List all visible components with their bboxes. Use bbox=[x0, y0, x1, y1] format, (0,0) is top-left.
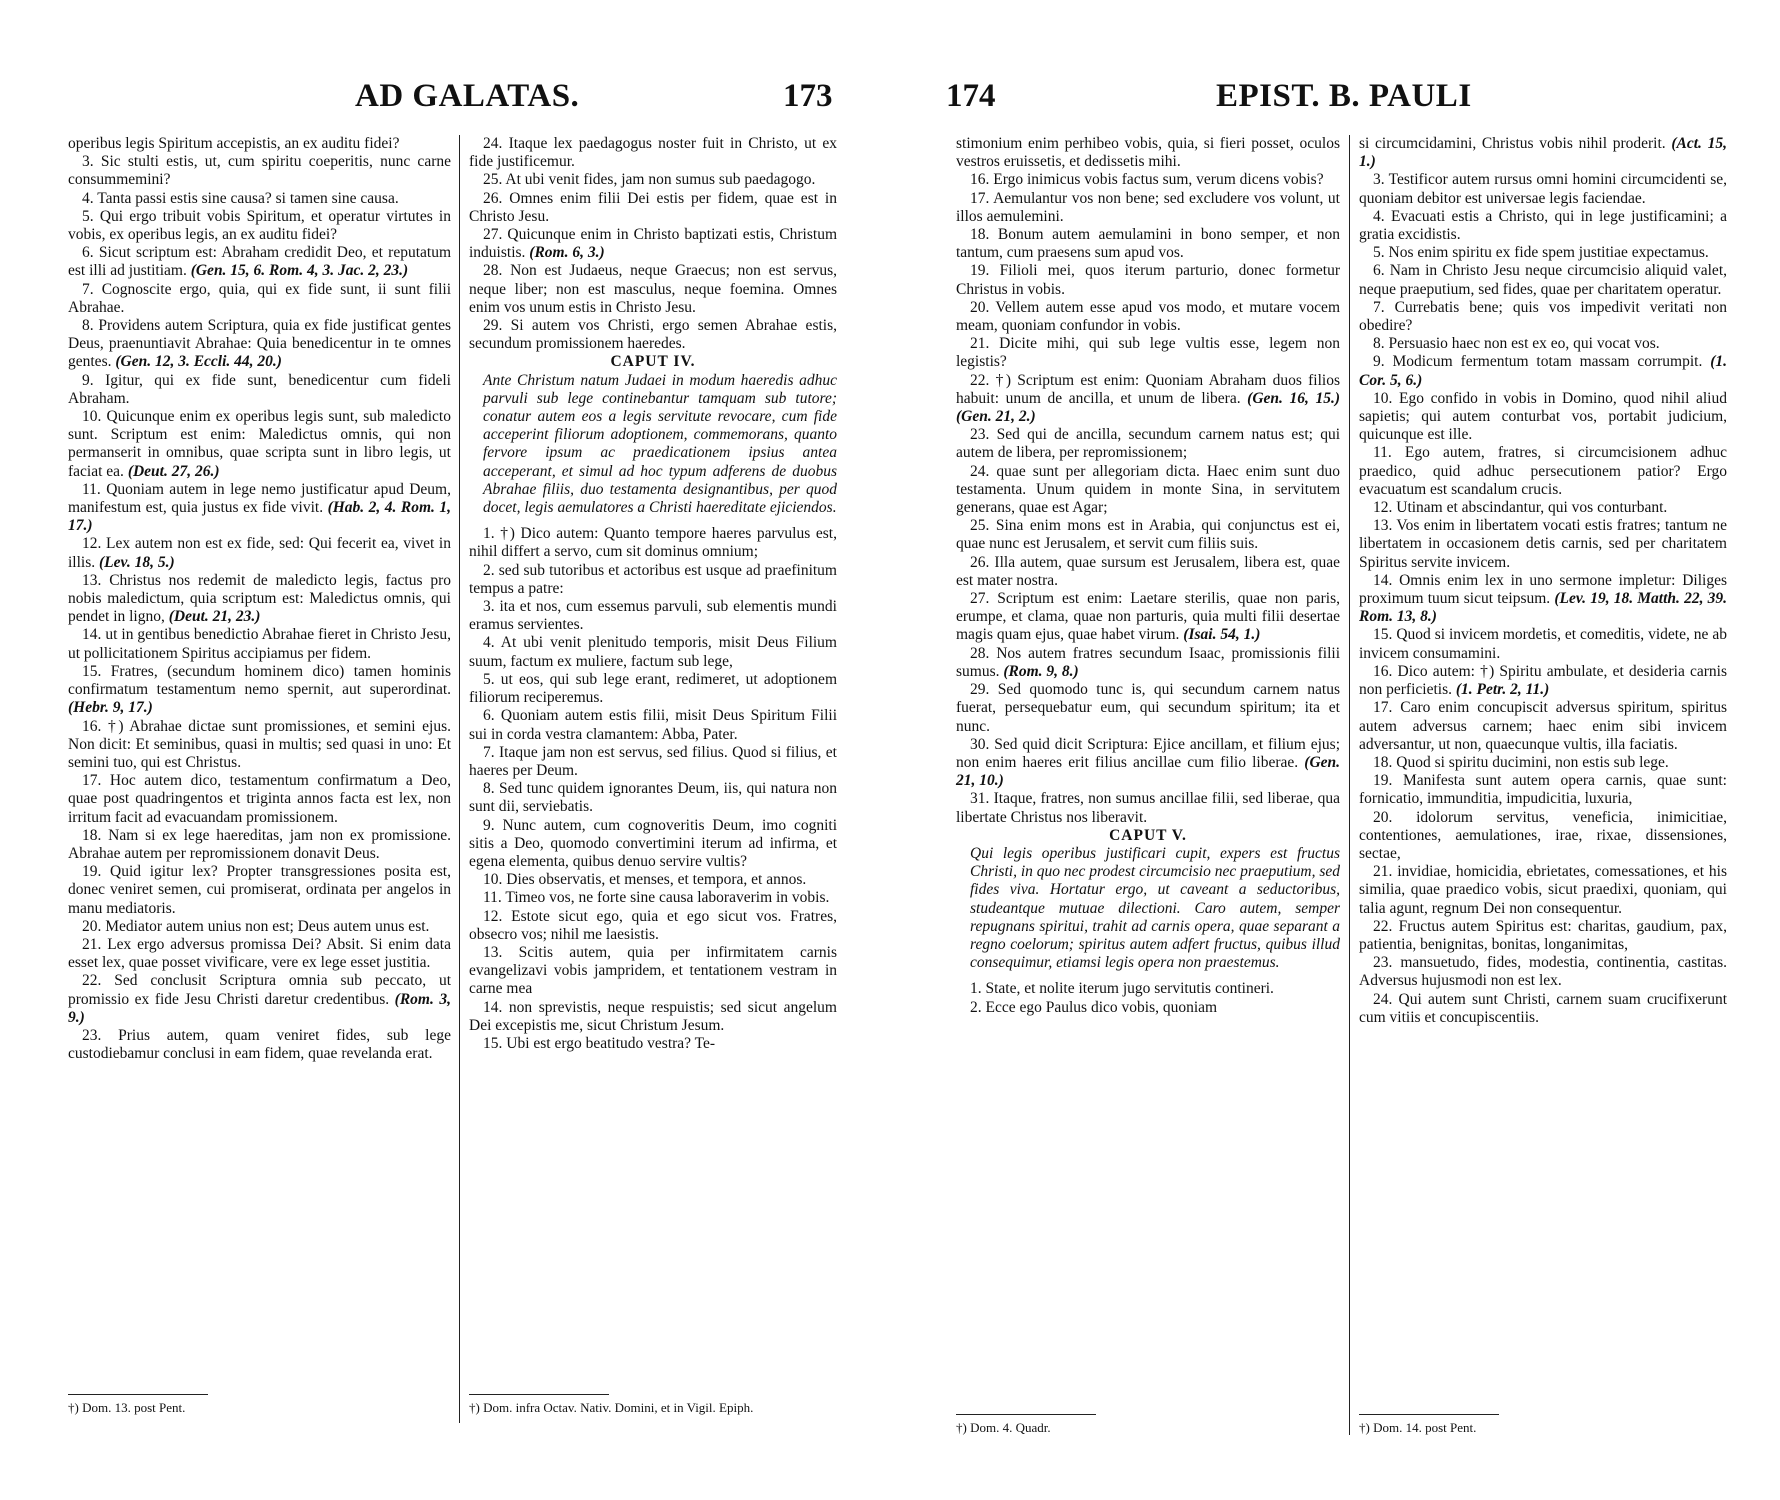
left-page-number: 173 bbox=[783, 78, 833, 114]
verse bbox=[956, 645, 1340, 681]
verse bbox=[68, 827, 451, 863]
cross-reference: (Deut. 27, 26.) bbox=[127, 462, 220, 480]
footnote-rule bbox=[1359, 1414, 1499, 1415]
verse bbox=[68, 190, 451, 208]
verse-list bbox=[1359, 135, 1727, 1027]
verse bbox=[1359, 335, 1727, 353]
cross-reference: (Isai. 54, 1.) bbox=[1183, 626, 1261, 644]
verse bbox=[1359, 663, 1727, 699]
verse-text: 1. State, et nolite iterum jugo servitutis contineri. bbox=[970, 980, 1274, 998]
verse bbox=[469, 1035, 837, 1053]
verse bbox=[68, 153, 451, 189]
verse bbox=[1359, 809, 1727, 864]
verse bbox=[1359, 754, 1727, 772]
verse-text: 17. Aemulantur vos non bene; sed excludere vos volunt, ut illos aemulemini. bbox=[956, 189, 1340, 225]
verse-text: 15. Quod si invicem mordetis, et comeditis, videte, ne ab invicem consumamini. bbox=[1359, 626, 1727, 662]
verse-text: 14. Omnis enim lex in uno sermone impletur: Diliges proximum tuum sicut teipsum. bbox=[1359, 571, 1727, 608]
cross-reference: (Gen. 21, 10.) bbox=[956, 753, 1341, 790]
verse-text: 18. Quod si spiritu ducimini, non estis sub lege. bbox=[1373, 753, 1669, 771]
verse bbox=[1359, 572, 1727, 627]
verse-list bbox=[956, 135, 1340, 827]
verse bbox=[469, 317, 837, 353]
verse-text: operibus legis Spiritum accepistis, an ex auditu fidei? bbox=[68, 135, 400, 152]
verse-text: 24. Qui autem sunt Christi, carnem suam crucifixerunt cum vitiis et concupiscentiis. bbox=[1359, 990, 1727, 1026]
verse bbox=[1359, 390, 1727, 445]
verse-text: 26. Omnes enim filii Dei estis per fidem, quae est in Christo Jesu. bbox=[469, 189, 837, 225]
verse-text: 5. Qui ergo tribuit vobis Spiritum, et operatur virtutes in vobis, ex operibus legis, an ex auditu fidei? bbox=[68, 207, 451, 244]
right-page bbox=[890, 0, 1780, 1500]
verse-text: 16. †) Abrahae dictae sunt promissiones, et semini ejus. Non dicit: Et seminibus, quasi in multis; sed quasi in uno: Et semini tuo, qui est Christus. bbox=[68, 717, 451, 771]
verse-text: 27. Scriptum est enim: Laetare sterilis, quae non paris, erumpe, et clama, quae non parturis, quia multi filii desertae magis quam ejus, quae habet virum. bbox=[956, 590, 1340, 644]
verse-text: 7. Currebatis bene; quis vos impedivit veritati non obedire? bbox=[1359, 298, 1727, 335]
verse-text: 19. Quid igitur lex? Propter transgressiones posita est, donec veniret semen, cui promiserat, ordinata per angelos in manu mediatoris. bbox=[68, 863, 451, 917]
verse bbox=[68, 863, 451, 918]
verse-list bbox=[68, 135, 451, 1063]
verse-text: 25. At ubi venit fides, jam non sumus sub paedagogo. bbox=[483, 171, 816, 189]
verse-text: 3. Testificor autem rursus omni homini circumcidenti se, quoniam debitor est universae legis faciendae. bbox=[1359, 171, 1727, 207]
verse-text: 9. Igitur, qui ex fide sunt, benedicentur cum fideli Abraham. bbox=[68, 371, 451, 407]
cross-reference: (Gen. 16, 15.) (Gen. 21, 2.) bbox=[956, 389, 1340, 426]
verse-text: 13. Christus nos redemit de maledicto legis, factus pro nobis maledictum, quia scriptum est: Maledictus omnis, qui pendet in ligno, bbox=[68, 571, 451, 626]
verse-text: 13. Scitis autem, quia per infirmitatem carnis evangelizavi vobis jampridem, et tentationem vestram in carne mea bbox=[469, 943, 837, 998]
verse bbox=[1359, 262, 1727, 298]
left-running-head: AD GALATAS. bbox=[355, 78, 580, 114]
left-column-1 bbox=[68, 135, 451, 1063]
right-running-head: EPIST. B. PAULI bbox=[1216, 78, 1472, 114]
right-column-2 bbox=[1359, 135, 1727, 1027]
verse-text: 16. Ergo inimicus vobis factus sum, verum dicens vobis? bbox=[970, 171, 1324, 189]
verse bbox=[956, 736, 1340, 791]
verse bbox=[68, 481, 451, 536]
verse bbox=[956, 335, 1340, 371]
verse bbox=[469, 889, 837, 907]
verse bbox=[1359, 991, 1727, 1027]
verse bbox=[956, 980, 1340, 998]
verse bbox=[68, 663, 451, 718]
verse-text: 19. Filioli mei, quos iterum parturio, donec formetur Christus in vobis. bbox=[956, 262, 1340, 298]
verse-text: 9. Modicum fermentum totam massam corrumpit. bbox=[1373, 353, 1703, 371]
verse bbox=[469, 135, 837, 171]
footnote-rule bbox=[68, 1394, 208, 1395]
verse-text: 21. Dicite mihi, qui sub lege vultis esse, legem non legistis? bbox=[956, 335, 1340, 371]
verse-text: 8. Persuasio haec non est ex eo, qui vocat vos. bbox=[1373, 335, 1660, 353]
verse-text: 22. Fructus autem Spiritus est: charitas, gaudium, pax, patientia, benignitas, bonitas, longanimitas, bbox=[1359, 917, 1727, 953]
cross-reference: (Gen. 12, 3. Eccli. 44, 20.) bbox=[115, 353, 282, 371]
verse-text: 23. Sed qui de ancilla, secundum carnem natus est; qui autem de libera, per repromissionem; bbox=[956, 426, 1340, 462]
verse-text: 6. Nam in Christo Jesu neque circumcisio aliquid valet, neque praeputium, sed fides, quae per charitatem operatur. bbox=[1359, 262, 1727, 298]
verse bbox=[469, 999, 837, 1035]
verse bbox=[469, 707, 837, 743]
verse-text: 27. Quicunque enim in Christo baptizati estis, Christum induistis. bbox=[469, 226, 837, 262]
verse bbox=[1359, 517, 1727, 572]
verse-text: 12. Lex autem non est ex fide, sed: Qui fecerit ea, vivet in illis. bbox=[68, 535, 451, 571]
footnote-rule bbox=[956, 1414, 1096, 1415]
column-divider bbox=[1349, 135, 1350, 1435]
verse-text: 26. Illa autem, quae sursum est Jerusalem, libera est, quae est mater nostra. bbox=[956, 553, 1340, 589]
cross-reference: (Hab. 2, 4. Rom. 1, 17.) bbox=[68, 499, 452, 535]
verse-text: 20. idolorum servitus, veneficia, inimicitiae, contentiones, aemulationes, irae, rixae, dissensiones, sectae, bbox=[1359, 808, 1727, 862]
verse bbox=[1359, 299, 1727, 335]
verse bbox=[68, 317, 451, 372]
verse-text: 14. non sprevistis, neque respuistis; sed sicut angelum Dei excepistis me, sicut Christum Jesum. bbox=[469, 998, 837, 1034]
verse bbox=[68, 408, 451, 481]
verse-text: 9. Nunc autem, cum cognoveritis Deum, imo cogniti sitis a Deo, quomodo convertimini iterum ad infirma, et egena elementa, quibus denuo servire vultis? bbox=[469, 816, 837, 870]
verse-text: 12. Utinam et abscindantur, qui vos conturbant. bbox=[1373, 499, 1668, 517]
verse-text: 5. Nos enim spiritu ex fide spem justitiae expectamus. bbox=[1373, 244, 1709, 262]
cross-reference: (Rom. 6, 3.) bbox=[529, 244, 605, 262]
verse-text: 28. Non est Judaeus, neque Graecus; non est servus, neque liber; non est masculus, neque foemina. Omnes enim vos unum estis in Christo Jesu. bbox=[469, 262, 837, 316]
cross-reference: (Act. 15, 1.) bbox=[1359, 135, 1728, 171]
verse-text: 6. Quoniam autem estis filii, misit Deus Spiritum Filii sui in corda vestra clamantem: Abba, Pater. bbox=[469, 707, 837, 743]
verse bbox=[68, 1027, 451, 1063]
verse bbox=[469, 171, 837, 189]
verse bbox=[469, 226, 837, 262]
verse-text: 2. Ecce ego Paulus dico vobis, quoniam bbox=[970, 998, 1218, 1016]
verse-text: 6. Sicut scriptum est: Abraham credidit Deo, et reputatum est illi ad justitiam. bbox=[68, 244, 451, 280]
cross-reference: (Hebr. 9, 17.) bbox=[68, 699, 153, 717]
verse bbox=[68, 772, 451, 827]
verse bbox=[956, 372, 1340, 427]
verse bbox=[956, 681, 1340, 736]
verse bbox=[1359, 918, 1727, 954]
footnote: †) Dom. 13. post Pent. bbox=[68, 1400, 186, 1415]
verse bbox=[956, 999, 1340, 1017]
right-column-1 bbox=[956, 135, 1340, 1017]
verse-text: 18. Bonum autem aemulamini in bono semper, et non tantum, cum praesens sum apud vos. bbox=[956, 226, 1340, 262]
verse-list bbox=[469, 135, 837, 353]
verse-text: 3. ita et nos, cum essemus parvuli, sub elementis mundi eramus servientes. bbox=[469, 598, 837, 634]
verse-text: 20. Vellem autem esse apud vos modo, et mutare vocem meam, quoniam confundor in vobis. bbox=[956, 298, 1340, 335]
verse-text: 8. Providens autem Scriptura, quia ex fide justificat gentes Deus, praenuntiavit Abrahae: Quia benedicentur in te omnes gentes. bbox=[68, 317, 451, 371]
verse-text: 3. Sic stulti estis, ut, cum spiritu coeperitis, nunc carne consummemini? bbox=[68, 153, 451, 189]
chapter-heading: CAPUT V. bbox=[1109, 826, 1187, 844]
verse bbox=[68, 135, 451, 153]
verse bbox=[1359, 772, 1727, 808]
verse bbox=[469, 634, 837, 670]
verse-text: 17. Hoc autem dico, testamentum confirmatum a Deo, quae post quadringentos et triginta annos facta est lex, non irritum facit ad evacuandam promissionem. bbox=[68, 772, 451, 826]
verse bbox=[1359, 626, 1727, 662]
verse bbox=[956, 590, 1340, 645]
column-divider bbox=[459, 135, 460, 1423]
verse bbox=[469, 262, 837, 317]
verse bbox=[956, 790, 1340, 826]
verse-text: 24. Itaque lex paedagogus noster fuit in Christo, ut ex fide justificemur. bbox=[469, 135, 837, 171]
verse bbox=[469, 598, 837, 634]
verse-text: 2. sed sub tutoribus et actoribus est usque ad praefinitum tempus a patre: bbox=[469, 561, 837, 597]
cross-reference: (Rom. 9, 8.) bbox=[1003, 662, 1079, 680]
verse bbox=[68, 972, 451, 1027]
verse-text: si circumcidamini, Christus vobis nihil proderit. bbox=[1359, 135, 1666, 152]
verse bbox=[68, 936, 451, 972]
cross-reference: (1. Cor. 5, 6.) bbox=[1359, 353, 1727, 389]
verse-text: 29. Sed quomodo tunc is, qui secundum carnem natus fuerat, persequebatur eum, qui secundum spiritum; ita et nunc. bbox=[956, 681, 1340, 735]
verse bbox=[956, 299, 1340, 335]
verse bbox=[1359, 863, 1727, 918]
verse bbox=[1359, 954, 1727, 990]
cross-reference: (1. Petr. 2, 11.) bbox=[1455, 681, 1550, 699]
verse-text: 10. Quicunque enim ex operibus legis sunt, sub maledicto sunt. Scriptum est enim: Maledictus omnis, qui non permanserit in omnibus, quae scripta sunt in libro legis, ut faciat ea. bbox=[68, 408, 451, 480]
verse-text: 15. Ubi est ergo beatitudo vestra? Te- bbox=[483, 1034, 716, 1052]
cross-reference: (Gen. 15, 6. Rom. 4, 3. Jac. 2, 23.) bbox=[190, 262, 409, 280]
verse-text: 11. Quoniam autem in lege nemo justificatur apud Deum, manifestum est, quia justus ex fide vivit. bbox=[68, 480, 451, 517]
verse bbox=[469, 190, 837, 226]
verse-text: 4. At ubi venit plenitudo temporis, misit Deus Filium suum, factum ex muliere, factum sub lege, bbox=[469, 634, 837, 670]
verse bbox=[68, 626, 451, 662]
verse bbox=[469, 744, 837, 780]
verse-list bbox=[469, 525, 837, 1053]
verse bbox=[68, 244, 451, 280]
verse bbox=[956, 517, 1340, 553]
verse-text: 28. Nos autem fratres secundum Isaac, promissionis filii sumus. bbox=[956, 644, 1340, 680]
cross-reference: (Deut. 21, 23.) bbox=[168, 608, 261, 626]
verse bbox=[469, 908, 837, 944]
verse bbox=[68, 208, 451, 244]
verse bbox=[469, 871, 837, 889]
verse-text: 13. Vos enim in libertatem vocati estis fratres; tantum ne libertatem in occasionem detis carnis, sed per charitatem Spiritus servite invicem. bbox=[1359, 517, 1727, 571]
verse bbox=[68, 281, 451, 317]
verse-text: 11. Timeo vos, ne forte sine causa laboraverim in vobis. bbox=[483, 889, 830, 907]
verse-text: 17. Caro enim concupiscit adversus spiritum, spiritus autem adversus carnem; haec enim sibi invicem adversantur, ut non, quaecunque vultis, illa faciatis. bbox=[1359, 699, 1727, 753]
verse-text: 30. Sed quid dicit Scriptura: Ejice ancillam, et filium ejus; non enim haeres erit filius ancillae cum filio liberae. bbox=[956, 735, 1340, 771]
verse bbox=[68, 535, 451, 571]
verse-text: 22. Sed conclusit Scriptura omnia sub peccato, ut promissio ex fide Jesu Christi daretur credentibus. bbox=[68, 972, 451, 1008]
verse bbox=[68, 718, 451, 773]
footnote: †) Dom. infra Octav. Nativ. Domini, et in Vigil. Epiph. bbox=[469, 1400, 754, 1415]
verse-text: 1. †) Dico autem: Quanto tempore haeres parvulus est, nihil differt a servo, cum sit dominus omnium; bbox=[469, 525, 837, 561]
verse-text: 22. †) Scriptum est enim: Quoniam Abraham duos filios habuit: unum de ancilla, et unum de libera. bbox=[956, 371, 1340, 407]
verse-text: 18. Nam si ex lege haereditas, jam non ex promissione. Abrahae autem per repromissionem donavit Deus. bbox=[68, 826, 451, 862]
verse bbox=[68, 572, 451, 627]
verse bbox=[469, 817, 837, 872]
verse-text: 8. Sed tunc quidem ignorantes Deum, iis, qui natura non sunt dii, serviebatis. bbox=[469, 780, 837, 816]
verse-text: 21. Lex ergo adversus promissa Dei? Absit. Si enim data esset lex, quae posset vivificare, vere ex lege esset justitia. bbox=[68, 935, 451, 972]
verse bbox=[469, 780, 837, 816]
verse bbox=[956, 190, 1340, 226]
verse-text: 20. Mediator autem unius non est; Deus autem unus est. bbox=[82, 917, 430, 935]
verse bbox=[1359, 244, 1727, 262]
verse-text: 23. mansuetudo, fides, modestia, continentia, castitas. Adversus hujusmodi non est lex. bbox=[1359, 954, 1727, 990]
chapter-summary: Ante Christum natum Judaei in modum haeredis adhuc parvuli sub lege continebantur tamquam sub tutore; conatur autem eos a legis servitute revocare, cum fide acceperint filiorum adoptionem, commemorans, quanto fervore ipsum ac praedicationem ipsius antea acceperant, et simul ad hoc typum adferens de duobus Abrahae filiis, duo testamenta designantibus, per quod docet, legis aemulatores a Christi haereditate ejiciendos. bbox=[483, 371, 837, 517]
verse bbox=[469, 562, 837, 598]
verse bbox=[469, 525, 837, 561]
cross-reference: (Rom. 3, 9.) bbox=[68, 990, 452, 1026]
verse-text: 12. Estote sicut ego, quia et ego sicut vos. Fratres, obsecro vos; nihil me laesistis. bbox=[469, 907, 837, 943]
footnote-rule bbox=[469, 1394, 609, 1395]
verse-text: 19. Manifesta sunt autem opera carnis, quae sunt: fornicatio, immunditia, impudicitia, luxuria, bbox=[1359, 772, 1727, 808]
verse-text: 11. Ego autem, fratres, si circumcisionem adhuc praedico, quid adhuc persecutionem patior? Ergo evacuatum est scandalum crucis. bbox=[1359, 444, 1727, 498]
left-column-2 bbox=[469, 135, 837, 1053]
verse bbox=[68, 918, 451, 936]
verse-text: 4. Evacuati estis a Christo, qui in lege justificamini; a gratia excidistis. bbox=[1359, 207, 1727, 244]
verse-text: 24. quae sunt per allegoriam dicta. Haec enim sunt duo testamenta. Unum quidem in monte Sina, in servitutem generans, quae est Agar; bbox=[956, 462, 1340, 517]
verse-text: 16. Dico autem: †) Spiritu ambulate, et desideria carnis non perficietis. bbox=[1359, 662, 1727, 699]
verse-text: 10. Dies observatis, et menses, et tempora, et annos. bbox=[483, 871, 807, 889]
verse bbox=[1359, 699, 1727, 754]
verse bbox=[469, 944, 837, 999]
verse-text: 23. Prius autem, quam veniret fides, sub lege custodiebamur conclusi in eam fidem, quae revelanda erat. bbox=[68, 1026, 451, 1063]
verse bbox=[1359, 171, 1727, 207]
verse bbox=[1359, 444, 1727, 499]
verse-text: 10. Ego confido in vobis in Domino, quod nihil aliud sapietis; qui autem conturbat vos, portabit judicium, quicunque est ille. bbox=[1359, 389, 1727, 444]
verse bbox=[1359, 208, 1727, 244]
footnote: †) Dom. 14. post Pent. bbox=[1359, 1420, 1477, 1435]
chapter-heading: CAPUT IV. bbox=[610, 353, 696, 371]
verse bbox=[956, 135, 1340, 171]
verse-text: 21. invidiae, homicidia, ebrietates, comessationes, et his similia, quae praedico vobis, sicut praedixi, quoniam, qui talia agunt, regnum Dei non consequentur. bbox=[1359, 863, 1727, 917]
verse-text: 25. Sina enim mons est in Arabia, qui conjunctus est ei, quae nunc est Jerusalem, et servit cum filiis suis. bbox=[956, 517, 1340, 553]
cross-reference: (Lev. 18, 5.) bbox=[99, 553, 175, 571]
verse bbox=[956, 262, 1340, 298]
verse bbox=[956, 226, 1340, 262]
chapter-summary: Qui legis operibus justificari cupit, expers est fructus Christi, in quo nec prodest circumcisio nec praeputium, sed fides viva. Hortatur ergo, ut caveant a seductoribus, studeantque mutuae dilectioni. Caro autem, semper repugnans spiritui, trahit ad carnis opera, quae separant a regno coelorum; spiritus autem adfert fructus, quibus illud consequimur, etiamsi legis opera non praestemus. bbox=[970, 844, 1340, 972]
footnote: †) Dom. 4. Quadr. bbox=[956, 1420, 1051, 1435]
verse-text: 15. Fratres, (secundum hominem dico) tamen hominis confirmatum testamentum nemo spernit, aut superordinat. bbox=[68, 662, 451, 699]
verse bbox=[956, 426, 1340, 462]
verse-text: 14. ut in gentibus benedictio Abrahae fieret in Christo Jesu, ut pollicitationem Spiritus accipiamus per fidem. bbox=[68, 626, 451, 662]
verse bbox=[956, 554, 1340, 590]
verse bbox=[1359, 135, 1727, 171]
verse-list bbox=[956, 980, 1340, 1016]
verse bbox=[68, 372, 451, 408]
verse bbox=[1359, 499, 1727, 517]
verse-text: 5. ut eos, qui sub lege erant, redimeret, ut adoptionem filiorum reciperemus. bbox=[469, 670, 837, 707]
verse-text: stimonium enim perhibeo vobis, quia, si fieri posset, oculos vestros eruissetis, et dedissetis mihi. bbox=[956, 135, 1340, 171]
cross-reference: (Lev. 19, 18. Matth. 22, 39. Rom. 13, 8.) bbox=[1359, 590, 1727, 626]
verse bbox=[956, 171, 1340, 189]
verse bbox=[956, 463, 1340, 518]
verse-text: 29. Si autem vos Christi, ergo semen Abrahae estis, secundum promissionem haeredes. bbox=[469, 317, 837, 353]
verse bbox=[1359, 353, 1727, 389]
verse-text: 7. Itaque jam non est servus, sed filius. Quod si filius, et haeres per Deum. bbox=[469, 743, 837, 779]
verse-text: 7. Cognoscite ergo, quia, qui ex fide sunt, ii sunt filii Abrahae. bbox=[68, 280, 451, 316]
right-page-number: 174 bbox=[946, 78, 996, 114]
verse bbox=[469, 671, 837, 707]
verse-text: 4. Tanta passi estis sine causa? si tamen sine causa. bbox=[82, 189, 399, 207]
verse-text: 31. Itaque, fratres, non sumus ancillae filii, sed liberae, qua libertate Christus nos liberavit. bbox=[956, 790, 1340, 826]
